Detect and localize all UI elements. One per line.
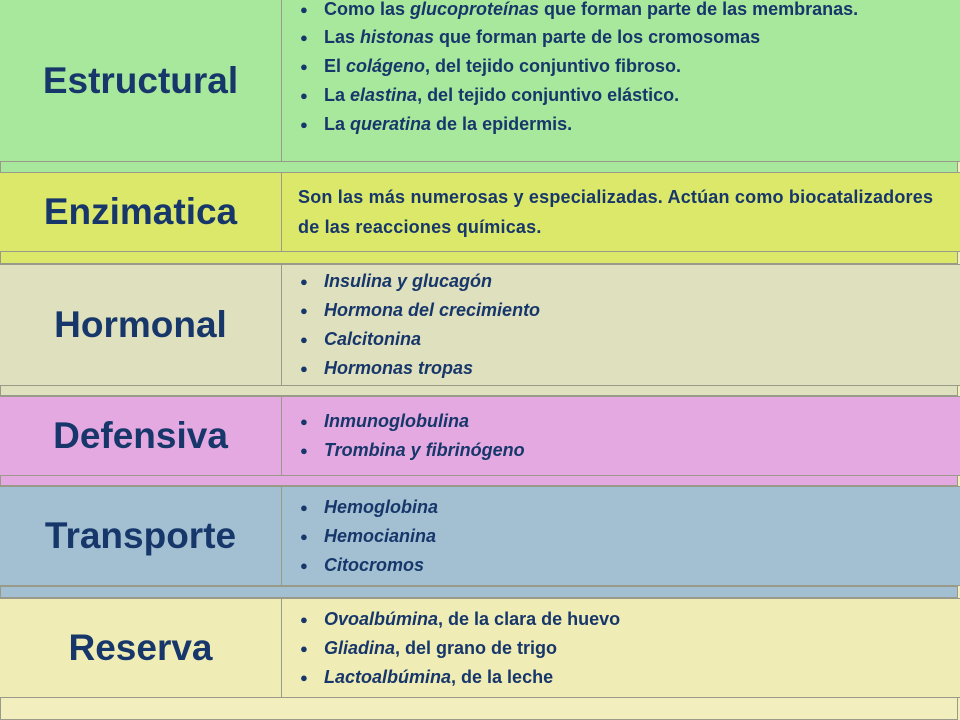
item-emphasis: colágeno — [346, 56, 426, 76]
list-item — [298, 605, 944, 634]
item-text: , del grano de trigo — [395, 637, 558, 658]
estructural-title: Estructural — [42, 59, 239, 101]
transporte-list — [298, 493, 944, 580]
row-transporte — [0, 486, 960, 586]
defensiva-list — [298, 407, 944, 465]
row-enzimatica — [0, 172, 960, 252]
item-text: , del tejido conjuntivo fibroso. — [425, 56, 682, 76]
item-emphasis: glucoproteínas — [410, 0, 540, 19]
list-item — [298, 325, 944, 354]
list-item — [298, 110, 944, 139]
row-defensiva — [0, 396, 960, 476]
enzimatica-description: Son las más numerosas y especializadas. Actúan como biocatalizadores de las reacciones químicas. — [298, 187, 934, 237]
list-item — [298, 81, 944, 110]
item-text: Como las — [324, 0, 411, 19]
item-emphasis: Gliadina — [324, 637, 396, 658]
item-text: Las — [324, 27, 361, 47]
list-item — [298, 354, 944, 383]
list-item — [298, 267, 944, 296]
content-reserva — [282, 599, 960, 697]
list-item — [298, 407, 944, 436]
row-estructural — [0, 0, 960, 162]
list-item — [298, 634, 944, 663]
item-emphasis: Lactoalbúmina — [324, 666, 452, 687]
content-transporte — [282, 487, 960, 585]
item-text: , de la leche — [451, 666, 554, 687]
item-emphasis: elastina — [350, 85, 418, 105]
item-emphasis: histonas — [360, 27, 435, 47]
list-item — [298, 436, 944, 465]
item-emphasis: Calcitonina — [324, 329, 422, 349]
item-emphasis: queratina — [350, 114, 432, 134]
label-cell-transporte — [0, 487, 282, 585]
content-estructural — [282, 0, 960, 161]
item-text: , de la clara de huevo — [438, 608, 621, 629]
item-emphasis: Insulina y glucagón — [324, 271, 493, 291]
list-item — [298, 0, 944, 23]
item-text: La — [324, 85, 351, 105]
reserva-list — [298, 605, 944, 692]
label-cell-defensiva — [0, 397, 282, 475]
content-defensiva — [282, 397, 960, 475]
item-emphasis: Hormona del crecimiento — [324, 300, 541, 320]
list-item — [298, 522, 944, 551]
reserva-title: Reserva — [68, 627, 213, 668]
label-cell-enzimatica — [0, 173, 282, 251]
content-enzimatica — [282, 173, 960, 251]
item-emphasis: Citocromos — [324, 554, 425, 575]
label-cell-estructural — [0, 0, 282, 161]
list-item — [298, 296, 944, 325]
estructural-list — [298, 0, 944, 139]
list-item — [298, 663, 944, 692]
item-emphasis: Ovoalbúmina — [324, 608, 439, 629]
list-item — [298, 493, 944, 522]
item-emphasis: Inmunoglobulina — [324, 411, 469, 431]
item-text: , del tejido conjuntivo elástico. — [417, 85, 680, 105]
list-item — [298, 551, 944, 580]
item-emphasis: Hemoglobina — [324, 496, 439, 517]
item-emphasis: Hormonas tropas — [324, 358, 474, 378]
item-text: que forman parte de las membranas. — [539, 0, 859, 19]
band-frame-2 — [0, 250, 958, 264]
item-emphasis: Hemocianina — [324, 525, 437, 546]
band-frame-5 — [0, 586, 958, 598]
item-emphasis: Trombina y fibrinógeno — [324, 440, 525, 460]
item-text: de la epidermis. — [431, 114, 573, 134]
item-text: que forman parte de los cromosomas — [434, 27, 761, 47]
row-hormonal — [0, 264, 960, 386]
defensiva-title: Defensiva — [53, 415, 228, 456]
hormonal-title: Hormonal — [54, 304, 227, 345]
label-cell-hormonal — [0, 265, 282, 385]
item-text: El — [324, 56, 347, 76]
label-cell-reserva — [0, 599, 282, 697]
hormonal-list — [298, 267, 944, 383]
item-text: La — [324, 114, 351, 134]
list-item — [298, 23, 944, 52]
transporte-title: Transporte — [44, 515, 237, 556]
enzimatica-title: Enzimatica — [43, 191, 238, 232]
band-frame-6 — [0, 696, 958, 720]
list-item — [298, 52, 944, 81]
content-hormonal — [282, 265, 960, 385]
row-reserva — [0, 598, 960, 698]
